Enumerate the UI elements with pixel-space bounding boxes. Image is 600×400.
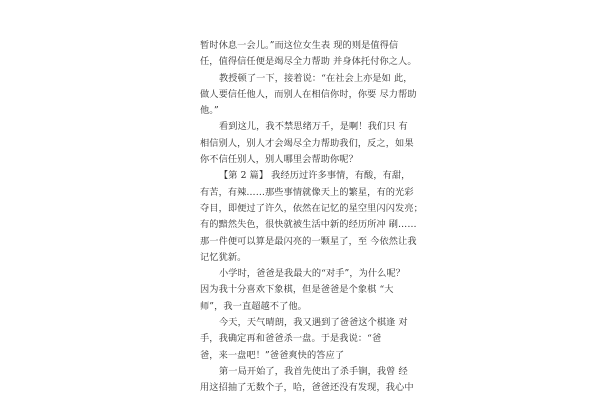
text-line: 夺目，即便过了许久，依然在记忆的星空里闪闪发亮；	[200, 202, 423, 214]
text-line: 第一局开始了，我首先使出了杀手锏，我曾 经	[219, 365, 408, 377]
text-line: 手，我确定再和爸爸杀一盘。于是我说：“爸	[200, 333, 382, 345]
text-line: 看到这儿，我不禁思绪万千，是啊！我们只 有	[219, 121, 408, 133]
text-line: 记忆犹新。	[200, 251, 247, 263]
text-line: 今天，天气晴朗，我又遇到了爸爸这个棋逢 对	[219, 317, 408, 329]
text-line: 师”，我一直超越不了他。	[200, 300, 307, 312]
text-line: 任，值得信任便是竭尽全力帮助 并身体托付你之人。	[200, 56, 417, 68]
text-line: 小学时，爸爸是我最大的“对手”，为什么呢？	[219, 268, 406, 280]
text-line: 暂时休息一会儿。”而这位女生表 现的则是值得信	[200, 40, 399, 51]
text-line: 【第 2 篇】 我经历过许多事情，有酸，有甜，	[219, 170, 411, 182]
text-line: 有苦，有辣……那些事情就像天上的繁星，有的光彩	[200, 186, 414, 198]
text-line: 有的黯然失色，很快就被生活中新的经历所冲 刷……	[200, 219, 417, 231]
text-line: 教授顿了一下，接着说：“在社会上亦是如 此，	[219, 72, 413, 84]
text-line: 用这招抽了无数个子，哈，爸爸还没有发现，我心中	[200, 382, 414, 394]
text-line: 你不信任别人，别人哪里会帮助你呢？	[200, 154, 358, 166]
text-line: 做人要信任他人，而别人在相信你时，你要 尽力帮助	[200, 88, 417, 100]
text-column	[200, 38, 423, 397]
text-line: 相信别人，别人才会竭尽全力帮助我们，反之，如果	[200, 137, 414, 149]
text-line: 因为我十分喜欢下象棋，但是爸爸是个象棋 “大	[200, 284, 394, 296]
text-line: 爸，来一盘吧！”爸爸爽快的答应了	[200, 349, 345, 361]
text-line: 那一件便可以算是最闪亮的一颗星了，至 今依然让我	[200, 235, 417, 247]
text-line: 他。”	[200, 105, 219, 117]
